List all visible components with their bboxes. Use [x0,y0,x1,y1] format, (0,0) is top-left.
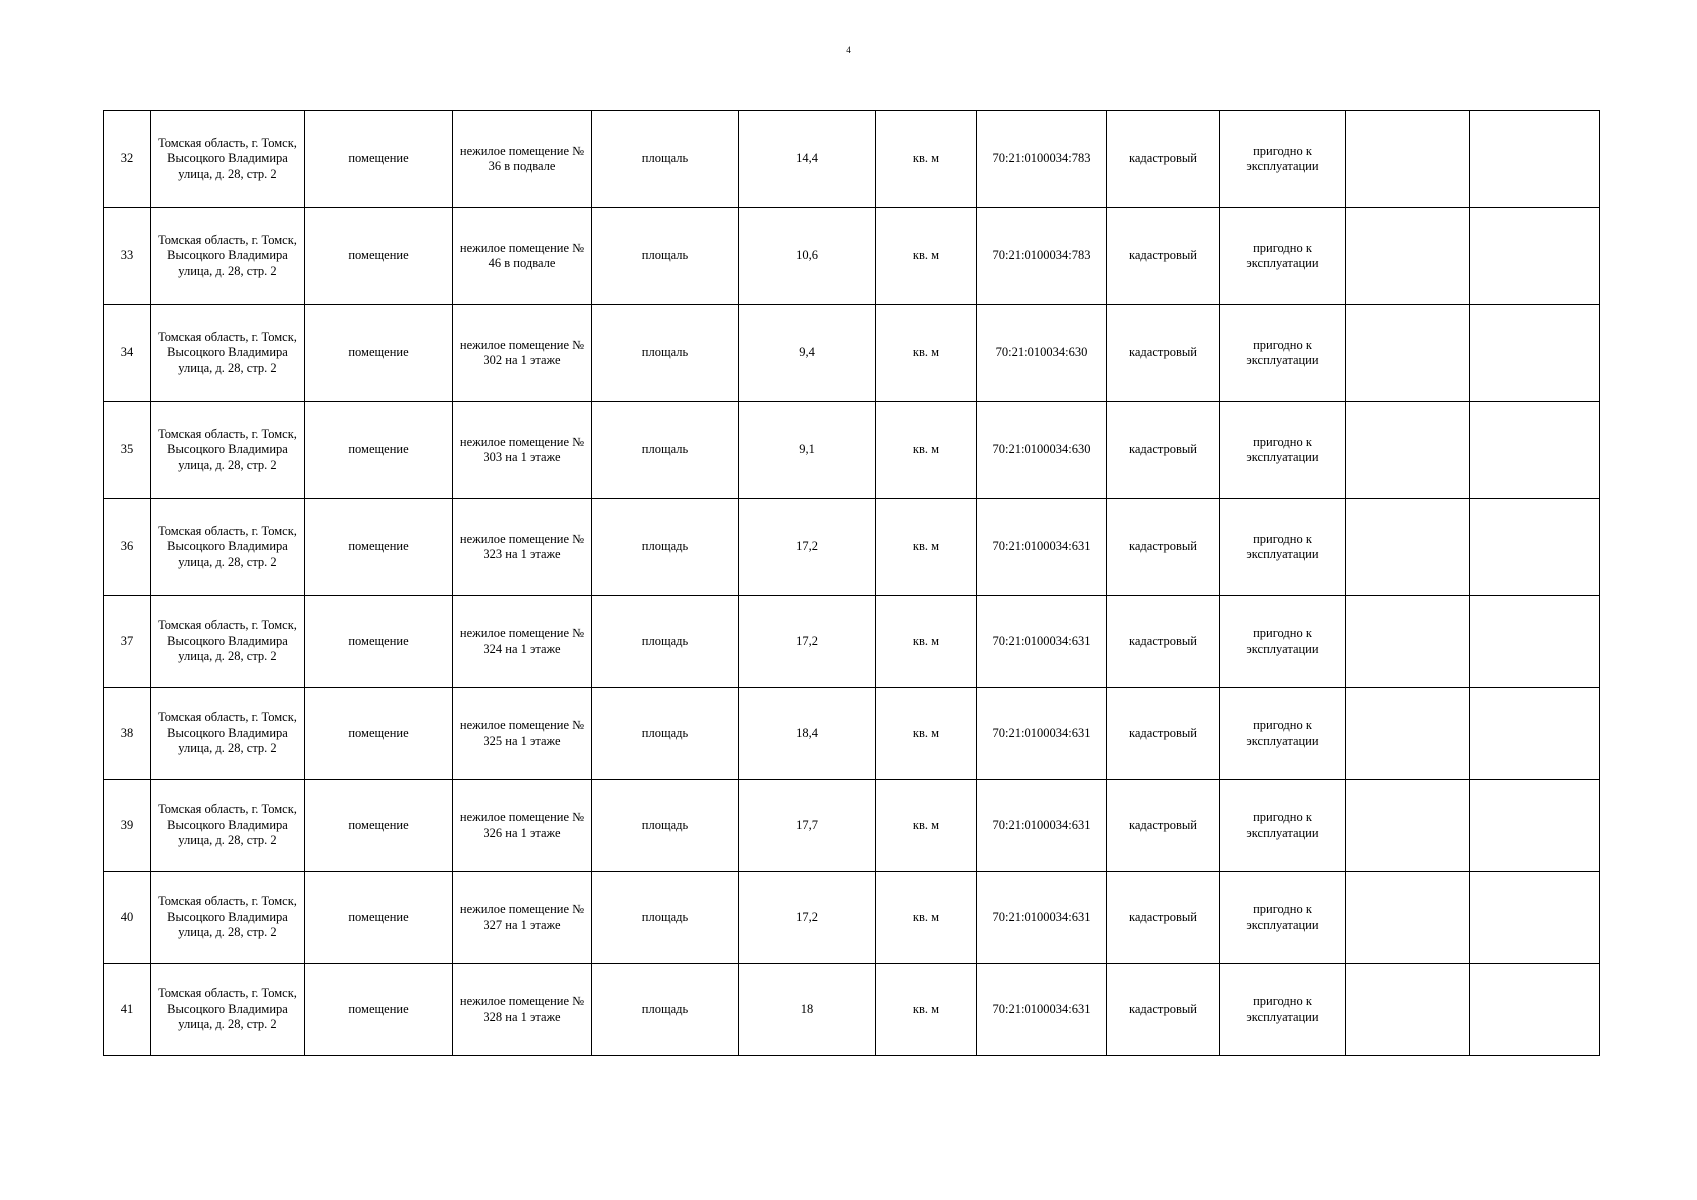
row-number-cell: 32 [104,111,151,208]
cadastral-number-cell: 70:21:0100034:631 [977,688,1107,780]
table-row [104,780,1600,872]
empty-cell-2 [1470,688,1600,780]
table-row [104,499,1600,596]
empty-cell-1 [1346,111,1470,208]
cadastral-number-cell: 70:21:0100034:631 [977,964,1107,1056]
value-cell: 17,2 [739,596,876,688]
table-row [104,872,1600,964]
table-row [104,596,1600,688]
unit-cell: кв. м [876,964,977,1056]
description-cell: нежилое помещение № 325 на 1 этаже [453,688,592,780]
unit-cell: кв. м [876,305,977,402]
condition-cell: пригодно к эксплуатации [1220,780,1346,872]
cadastral-number-cell: 70:21:0100034:783 [977,111,1107,208]
description-cell: нежилое помещение № 326 на 1 этаже [453,780,592,872]
object-type-cell: помещение [305,872,453,964]
description-cell: нежилое помещение № 328 на 1 этаже [453,964,592,1056]
row-number-cell: 40 [104,872,151,964]
cadastral-number-cell: 70:21:0100034:630 [977,402,1107,499]
description-cell: нежилое помещение № 324 на 1 этаже [453,596,592,688]
row-number-cell: 37 [104,596,151,688]
value-cell: 17,2 [739,872,876,964]
cadastral-number-cell: 70:21:0100034:783 [977,208,1107,305]
condition-cell: пригодно к эксплуатации [1220,499,1346,596]
address-cell: Томская область, г. Томск, Высоцкого Владимира улица, д. 28, стр. 2 [151,111,305,208]
empty-cell-1 [1346,964,1470,1056]
number-type-cell: кадастровый [1107,872,1220,964]
object-type-cell: помещение [305,688,453,780]
object-type-cell: помещение [305,305,453,402]
value-cell: 9,4 [739,305,876,402]
empty-cell-2 [1470,780,1600,872]
empty-cell-2 [1470,305,1600,402]
table-row [104,964,1600,1056]
description-cell: нежилое помещение № 303 на 1 этаже [453,402,592,499]
object-type-cell: помещение [305,208,453,305]
number-type-cell: кадастровый [1107,964,1220,1056]
description-cell: нежилое помещение № 46 в подвале [453,208,592,305]
address-cell: Томская область, г. Томск, Высоцкого Владимира улица, д. 28, стр. 2 [151,499,305,596]
empty-cell-1 [1346,499,1470,596]
address-cell: Томская область, г. Томск, Высоцкого Владимира улица, д. 28, стр. 2 [151,688,305,780]
characteristic-cell: площаль [592,111,739,208]
number-type-cell: кадастровый [1107,688,1220,780]
table-row [104,402,1600,499]
unit-cell: кв. м [876,780,977,872]
address-cell: Томская область, г. Томск, Высоцкого Владимира улица, д. 28, стр. 2 [151,305,305,402]
empty-cell-1 [1346,208,1470,305]
characteristic-cell: площадь [592,872,739,964]
empty-cell-2 [1470,499,1600,596]
unit-cell: кв. м [876,111,977,208]
empty-cell-2 [1470,596,1600,688]
table-row [104,111,1600,208]
empty-cell-1 [1346,780,1470,872]
property-registry-table [103,110,1600,1056]
row-number-cell: 33 [104,208,151,305]
empty-cell-2 [1470,402,1600,499]
cadastral-number-cell: 70:21:010034:630 [977,305,1107,402]
object-type-cell: помещение [305,964,453,1056]
table-row [104,305,1600,402]
empty-cell-2 [1470,872,1600,964]
unit-cell: кв. м [876,402,977,499]
number-type-cell: кадастровый [1107,780,1220,872]
characteristic-cell: площаль [592,208,739,305]
registry-body [104,111,1600,1056]
row-number-cell: 35 [104,402,151,499]
condition-cell: пригодно к эксплуатации [1220,596,1346,688]
number-type-cell: кадастровый [1107,402,1220,499]
object-type-cell: помещение [305,402,453,499]
description-cell: нежилое помещение № 327 на 1 этаже [453,872,592,964]
address-cell: Томская область, г. Томск, Высоцкого Владимира улица, д. 28, стр. 2 [151,402,305,499]
address-cell: Томская область, г. Томск, Высоцкого Владимира улица, д. 28, стр. 2 [151,872,305,964]
row-number-cell: 34 [104,305,151,402]
description-cell: нежилое помещение № 36 в подвале [453,111,592,208]
cadastral-number-cell: 70:21:0100034:631 [977,499,1107,596]
empty-cell-1 [1346,305,1470,402]
number-type-cell: кадастровый [1107,111,1220,208]
condition-cell: пригодно к эксплуатации [1220,208,1346,305]
row-number-cell: 39 [104,780,151,872]
row-number-cell: 38 [104,688,151,780]
table-row [104,688,1600,780]
cadastral-number-cell: 70:21:0100034:631 [977,780,1107,872]
object-type-cell: помещение [305,499,453,596]
page-number: 4 [846,45,851,55]
empty-cell-1 [1346,402,1470,499]
row-number-cell: 41 [104,964,151,1056]
object-type-cell: помещение [305,780,453,872]
empty-cell-2 [1470,964,1600,1056]
empty-cell-2 [1470,208,1600,305]
characteristic-cell: площадь [592,688,739,780]
characteristic-cell: площадь [592,964,739,1056]
condition-cell: пригодно к эксплуатации [1220,872,1346,964]
empty-cell-2 [1470,111,1600,208]
condition-cell: пригодно к эксплуатации [1220,688,1346,780]
number-type-cell: кадастровый [1107,499,1220,596]
characteristic-cell: площаль [592,305,739,402]
description-cell: нежилое помещение № 323 на 1 этаже [453,499,592,596]
address-cell: Томская область, г. Томск, Высоцкого Владимира улица, д. 28, стр. 2 [151,964,305,1056]
cadastral-number-cell: 70:21:0100034:631 [977,596,1107,688]
address-cell: Томская область, г. Томск, Высоцкого Владимира улица, д. 28, стр. 2 [151,208,305,305]
number-type-cell: кадастровый [1107,305,1220,402]
characteristic-cell: площадь [592,780,739,872]
unit-cell: кв. м [876,688,977,780]
condition-cell: пригодно к эксплуатации [1220,305,1346,402]
number-type-cell: кадастровый [1107,208,1220,305]
row-number-cell: 36 [104,499,151,596]
condition-cell: пригодно к эксплуатации [1220,402,1346,499]
unit-cell: кв. м [876,208,977,305]
value-cell: 18,4 [739,688,876,780]
description-cell: нежилое помещение № 302 на 1 этаже [453,305,592,402]
unit-cell: кв. м [876,499,977,596]
cadastral-number-cell: 70:21:0100034:631 [977,872,1107,964]
condition-cell: пригодно к эксплуатации [1220,111,1346,208]
value-cell: 17,2 [739,499,876,596]
empty-cell-1 [1346,688,1470,780]
unit-cell: кв. м [876,596,977,688]
characteristic-cell: площаль [592,402,739,499]
object-type-cell: помещение [305,111,453,208]
value-cell: 14,4 [739,111,876,208]
table-row [104,208,1600,305]
empty-cell-1 [1346,596,1470,688]
object-type-cell: помещение [305,596,453,688]
value-cell: 17,7 [739,780,876,872]
address-cell: Томская область, г. Томск, Высоцкого Владимира улица, д. 28, стр. 2 [151,780,305,872]
characteristic-cell: площадь [592,596,739,688]
value-cell: 9,1 [739,402,876,499]
characteristic-cell: площадь [592,499,739,596]
value-cell: 10,6 [739,208,876,305]
empty-cell-1 [1346,872,1470,964]
number-type-cell: кадастровый [1107,596,1220,688]
unit-cell: кв. м [876,872,977,964]
value-cell: 18 [739,964,876,1056]
condition-cell: пригодно к эксплуатации [1220,964,1346,1056]
address-cell: Томская область, г. Томск, Высоцкого Владимира улица, д. 28, стр. 2 [151,596,305,688]
